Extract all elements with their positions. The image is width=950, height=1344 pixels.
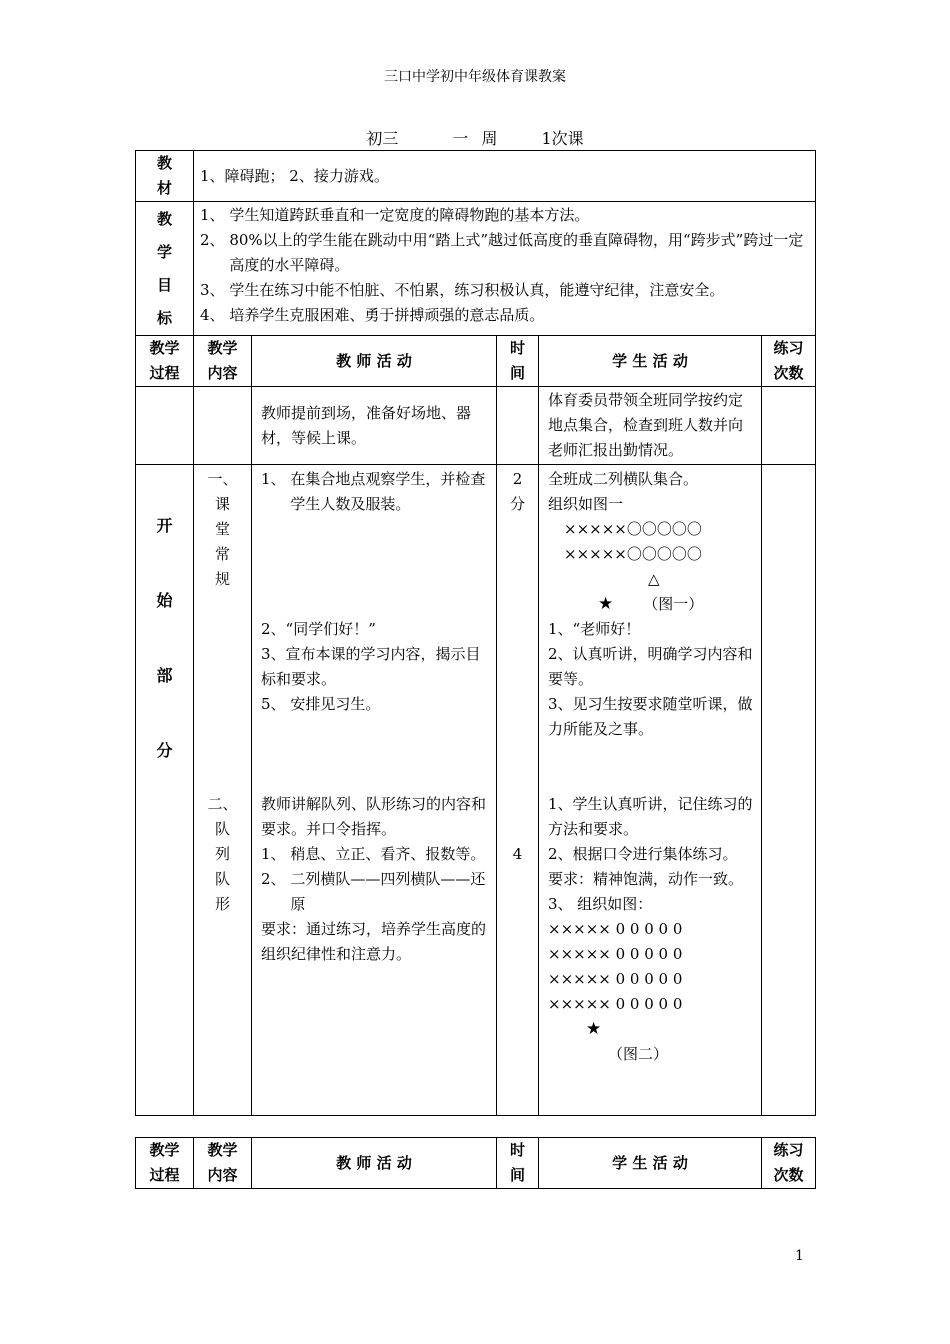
header-student: 学 生 活 动 [539,1138,762,1189]
teacher-item: 3、宣布本课的学习内容，揭示目标和要求。 [261,645,481,688]
student-line: 2、根据口令进行集体练习。 [548,845,738,863]
header-time: 时间 [497,336,539,387]
formation-row: ×××××〇〇〇〇〇 [564,545,702,563]
formation-row: ××××× 0 0 0 0 0 [548,920,683,938]
formation-row: ××××× 0 0 0 0 0 [548,945,683,963]
formation-2 [548,917,757,1067]
lesson-info [0,126,950,149]
objective-item: 1、 学生知道跨跃垂直和一定宽度的障碍物跑的基本方法。 [200,206,590,224]
pre-class-teacher: 教师提前到场，准备好场地、器材，等候上课。 [252,387,497,465]
part1-label: 一、 课 堂 常 规 [207,470,238,588]
teacher-item: 2、“同学们好！” [261,620,376,638]
teacher-requirement: 要求：通过练习，培养学生高度的组织纪律性和注意力。 [261,920,487,963]
material-content: 1、障碍跑； 2、接力游戏。 [194,151,816,202]
objectives-label: 教 学 目 标 [136,202,194,336]
formation-row: ××××× 0 0 0 0 0 [548,995,683,1013]
start-section-row [136,465,816,1116]
lesson-count-label: 1次课 [541,129,584,148]
material-label: 教 材 [136,151,194,202]
student-line: 组织如图一 [548,495,624,513]
page-number: 1 [795,1248,804,1264]
start-section-label: 开 始 部 分 [136,465,194,1116]
objectives-list [194,202,816,336]
objective-item: 3、 学生在练习中能不怕脏、不怕累，练习积极认真，能遵守纪律，注意安全。 [200,281,725,299]
student-line: 1、“老师好！ [548,620,641,638]
star-icon: ★ [586,1019,602,1039]
grade-label: 初三 [366,129,399,148]
formation-1 [548,517,757,617]
star-icon: ★ [598,594,614,614]
header-teacher: 教 师 活 动 [252,336,497,387]
student-line: 2、认真听讲，明确学习内容和要等。 [548,645,753,688]
student-line: 3、 组织如图： [548,895,653,913]
figure-caption: （图一） [643,595,704,613]
pre-class-student: 体育委员带领全班同学按约定地点集合，检查到班人数并向老师汇报出勤情况。 [539,387,762,465]
teacher-item: 1、 稍息、立正、看齐、报数等。 [261,845,486,863]
student-line: 全班成二列横队集合。 [548,470,699,488]
week-label: 一 周 [452,129,502,148]
objectives-row [136,202,816,336]
figure-caption: （图二） [608,1045,669,1063]
teacher-intro: 教师讲解队列、队形练习的内容和要求。并口令指挥。 [261,795,487,838]
continuation-header-table [135,1137,816,1189]
teacher-activities [252,465,497,1116]
header-reps: 练习次数 [762,336,816,387]
header-teacher: 教 师 活 动 [252,1138,497,1189]
header-process: 教学过程 [136,336,194,387]
pre-class-row [136,387,816,465]
student-line: 1、学生认真听讲，记住练习的方法和要求。 [548,795,753,838]
objective-item: 2、 80%以上的学生能在跳动中用“踏上式”越过低高度的垂直障碍物，用“跨步式”跨过一定高度的水平障碍。 [200,231,804,274]
formation-row: ×××××〇〇〇〇〇 [564,520,702,538]
student-line: 要求：精神饱满，动作一致。 [548,870,744,888]
part1-time: 2分 [509,470,525,513]
lesson-plan-table [135,150,816,1116]
table-header-row [136,1138,816,1189]
material-row [136,151,816,202]
time-column [497,465,539,1116]
student-activities [539,465,762,1116]
teacher-item: 1、 在集合地点观察学生，并检查学生人数及服装。 [261,470,486,513]
header-student: 学 生 活 动 [539,336,762,387]
teacher-item: 2、 二列横队——四列横队——还原 [261,870,486,913]
teacher-triangle: △ [648,570,660,588]
teacher-item: 5、 安排见习生。 [261,695,381,713]
content-labels [194,465,252,1116]
header-reps: 练习次数 [762,1138,816,1189]
table-header-row [136,336,816,387]
part2-label: 二、 队 列 队 形 [207,795,238,913]
formation-row: ××××× 0 0 0 0 0 [548,970,683,988]
header-time: 时间 [497,1138,539,1189]
header-process: 教学过程 [136,1138,194,1189]
header-content: 教学内容 [194,336,252,387]
document-title: 三口中学初中年级体育课教案 [384,69,566,85]
objective-item: 4、 培养学生克服困难、勇于拼搏顽强的意志品质。 [200,306,545,324]
header-content: 教学内容 [194,1138,252,1189]
part2-time: 4 [512,845,523,863]
student-line: 3、见习生按要求随堂听课，做力所能及之事。 [548,695,753,738]
